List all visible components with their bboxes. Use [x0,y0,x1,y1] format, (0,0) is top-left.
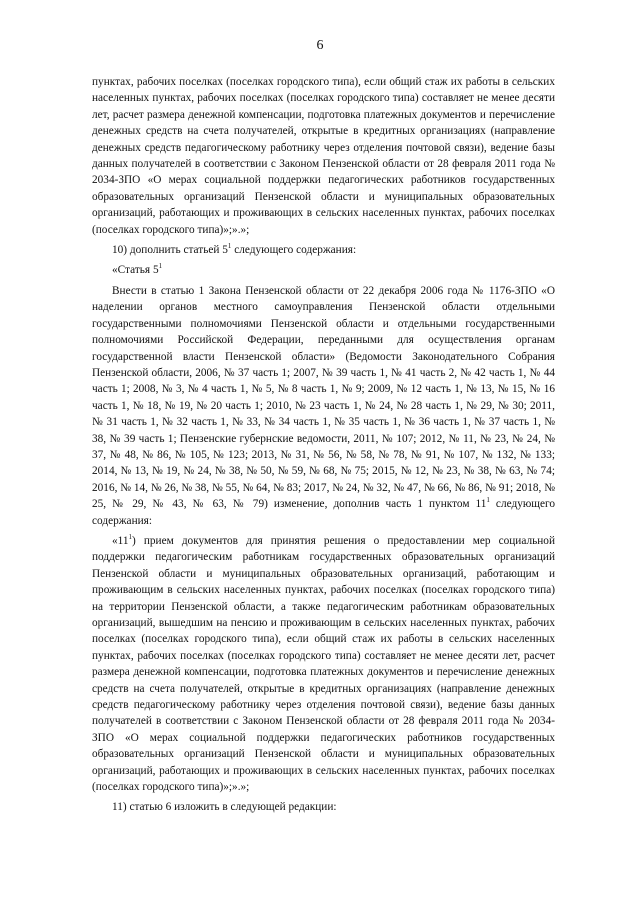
superscript: 1 [128,533,133,542]
superscript: 1 [486,496,490,505]
superscript: 1 [158,262,163,271]
paragraph-item-11: 11) статью 6 изложить в следующей редакции: [112,801,337,814]
superscript: 1 [227,242,232,251]
item-11-1-text: ) прием документов для принятия решения о предоставлении мер социальной поддержки педагогическим работникам государственных образовательных организаций Пензенской области и муниципальных образовательных организаций, работающим и проживающим в сельских населенных пунктах, рабочих поселках (поселках городского типа) на территории Пензенской области, а также педагогическим работникам образовательных организаций, вышедшим на пенсию и проживающим в сельских населенных пунктах, рабочих поселках (поселках городского типа), если общий стаж их работы в сельских населенных пунктах, рабочих поселках (поселках городского типа) составляет не менее десяти лет, расчет размера денежной компенсации, подготовка платежных документов и перечисление денежных средств на счета получателей, открытые в кредитных организациях (направление денежных средств педагогическому работнику через отделения почтовой связи), ведение базы данных получателей в соответствии с Законом Пензенской области от 28 февраля 2011 года № 2034-ЗПО «О мерах социальной поддержки педагогических работников государственных образовательных организаций Пензенской области и муниципальных образовательных организаций, работающих и проживающих в сельских населенных пунктах, рабочих поселках (поселках городского типа)»;».»; [92,534,555,794]
article-heading-text: «Статья 5 [112,264,159,277]
paragraph-item-11-1 [92,533,555,796]
page-number: 6 [316,38,324,53]
amendment-text-end: следующего содержания: [92,498,555,527]
paragraph-continuation: пунктах, рабочих поселках (поселках городского типа), если общий стаж их работы в сельских населенных пунктах, рабочих поселках (поселках городского типа) составляет не менее десяти лет, расчет размера денежной компенсации, подготовка платежных документов и перечисление денежных средств на счета получателей, открытые в кредитных организациях (направление денежных средств педагогическому работнику через отделения почтовой связи), ведение базы данных получателей в соответствии с Законом Пензенской области от 28 февраля 2011 года № 2034-ЗПО «О мерах социальной поддержки педагогических работников государственных образовательных организаций Пензенской области и муниципальных образовательных организаций, работающих и проживающих в сельских населенных пунктах, рабочих поселках (поселках городского типа)»;».»; [92,76,555,236]
article-heading [92,262,555,278]
item-10-text-end: следующего содержания: [231,244,357,257]
paragraph-item-10 [92,242,555,258]
item-10-text: 10) дополнить статьей 5 [112,244,228,257]
paragraph-amendment [92,283,555,529]
item-11-1-open: «11 [112,534,129,547]
amendment-text: Внести в статью 1 Закона Пензенской области от 22 декабря 2006 года № 1176-ЗПО «О наделении органов местного самоуправления Пензенской области отдельными государственными полномочиями Пензенской области и отдельными государственными полномочиями Российской Федерации, переданными для осуществления органам государственной власти Пензенской области» (Ведомости Законодательного Собрания Пензенской области, 2006, № 37 часть 1; 2007, № 39 часть 1, № 41 часть 2, № 42 часть 1, № 44 часть 1; 2008, № 3, № 4 часть 1, № 5, № 8 часть 1, № 9; 2009, № 12 часть 1, № 13, № 15, № 16 часть 1, № 18, № 19, № 20 часть 1; 2010, № 23 часть 1, № 24, № 28 часть 1, № 29, № 30; 2011, № 31 часть 1, № 32 часть 1, № 33, № 34 часть 1, № 35 часть 1, № 36 часть 1, № 37 часть 1, № 38, № 39 часть 1; Пензенские губернские ведомости, 2011, № 107; 2012, № 11, № 23, № 24, № 37, № 48, № 86, № 105, № 123; 2013, № 31, № 56, № 58, № 78, № 91, № 107, № 132, № 133; 2014, № 13, № 19, № 24, № 38, № 50, № 59, № 68, № 75; 2015, № 12, № 23, № 38, № 63, № 74; 2016, № 14, № 26, № 38, № 55, № 64, № 83; 2017, № 24, № 32, № 47, № 66, № 86, № 91; 2018, № 25, № 29, № 43, № 63, № 79) изменение, дополнив часть 1 пунктом 11 [92,284,555,511]
document-body [92,74,555,816]
